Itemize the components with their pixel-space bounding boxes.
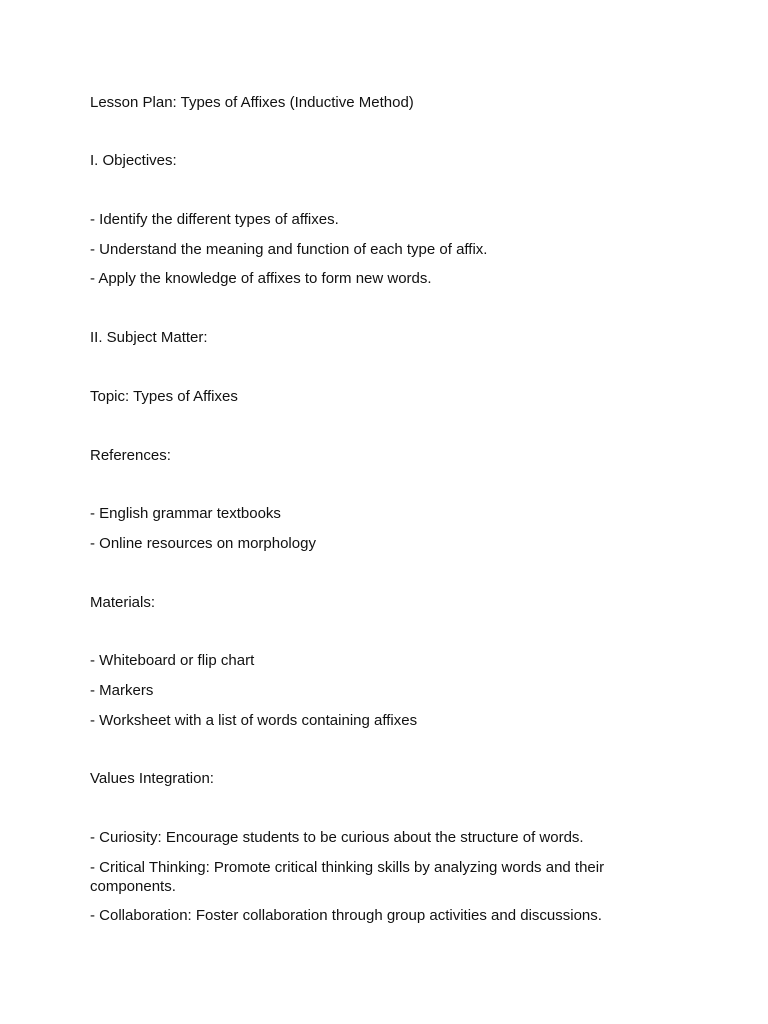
value-item-2: - Critical Thinking: Promote critical thinking skills by analyzing words and their components. [90, 859, 605, 895]
material-item-3: - Worksheet with a list of words containing affixes [90, 712, 418, 729]
material-item-2: - Markers [90, 682, 154, 699]
objective-item-3: - Apply the knowledge of affixes to form new words. [90, 270, 432, 287]
objectives-heading: I. Objectives: [90, 152, 177, 169]
values-integration-heading: Values Integration: [90, 770, 214, 787]
subject-matter-heading: II. Subject Matter: [90, 329, 208, 346]
value-item-1: - Curiosity: Encourage students to be curious about the structure of words. [90, 829, 584, 846]
materials-heading: Materials: [90, 594, 156, 611]
reference-item-2: - Online resources on morphology [90, 535, 316, 552]
value-item-3: - Collaboration: Foster collaboration through group activities and discussions. [90, 907, 602, 924]
material-item-1: - Whiteboard or flip chart [90, 652, 255, 669]
objective-item-1: - Identify the different types of affixes. [90, 211, 339, 228]
document-title: Lesson Plan: Types of Affixes (Inductive Method) [90, 94, 414, 111]
references-heading: References: [90, 447, 171, 464]
topic-line: Topic: Types of Affixes [90, 388, 238, 405]
reference-item-1: - English grammar textbooks [90, 505, 281, 522]
objective-item-2: - Understand the meaning and function of each type of affix. [90, 241, 488, 258]
